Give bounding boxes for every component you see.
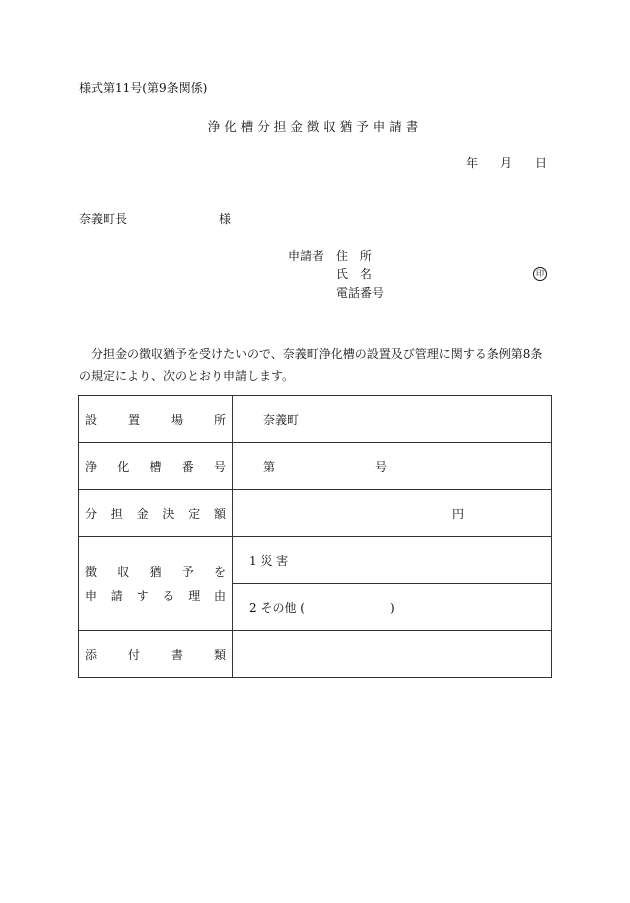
date-year-label: 年 [466, 156, 479, 170]
document-title: 浄化槽分担金徴収猶予申請書 [207, 119, 423, 134]
date-day-label: 日 [535, 156, 548, 170]
phone-label: 電話番号 [336, 286, 385, 300]
table-row [79, 443, 552, 490]
label-reason-line1: 徴 収 猶 予 を [85, 564, 226, 579]
attachments-value[interactable] [233, 631, 552, 678]
reason-option-disaster[interactable]: 1 災 害 [233, 537, 552, 584]
application-statement: 分担金の徴収猶予を受けたいので、奈義町浄化槽の設置及び管理に関する条例第8条の規定により、次のとおり申請します。 [79, 347, 543, 383]
table-row [79, 631, 552, 678]
form-number: 様式第11号(第9条関係) [79, 81, 208, 95]
application-table [78, 395, 552, 678]
label-attachments-text: 添 付 書 類 [85, 647, 226, 662]
reason-option-other[interactable] [233, 584, 552, 631]
row-label-reason [79, 537, 233, 631]
seal-icon: 印 [533, 267, 547, 281]
name-label: 氏 名 [336, 267, 376, 281]
tank-number-value[interactable] [233, 443, 552, 490]
row-label-location [79, 396, 233, 443]
addressee-honorific: 様 [219, 212, 232, 226]
label-location-text: 設 置 場 所 [85, 412, 226, 427]
date-month-label: 月 [500, 156, 513, 170]
label-amount-text: 分 担 金 決 定 額 [85, 506, 226, 521]
label-reason-line2: 申 請 す る 理 由 [85, 588, 226, 603]
tank-number-prefix: 第 [263, 459, 276, 474]
table-row [79, 396, 552, 443]
row-label-tank-number [79, 443, 233, 490]
reason-other-prefix: 2 その他 ( [249, 600, 305, 615]
label-tank-number-text: 浄 化 槽 番 号 [85, 459, 226, 474]
tank-number-suffix: 号 [375, 459, 388, 474]
table-row [79, 537, 552, 584]
amount-value[interactable]: 円 [233, 490, 552, 537]
table-row [79, 490, 552, 537]
addressee-name: 奈義町長 [79, 212, 128, 226]
row-label-attachments [79, 631, 233, 678]
address-label: 住 所 [336, 249, 376, 263]
applicant-label: 申請者 [288, 249, 325, 263]
row-label-amount [79, 490, 233, 537]
location-value[interactable]: 奈義町 [233, 396, 552, 443]
reason-other-suffix: ) [389, 600, 395, 615]
